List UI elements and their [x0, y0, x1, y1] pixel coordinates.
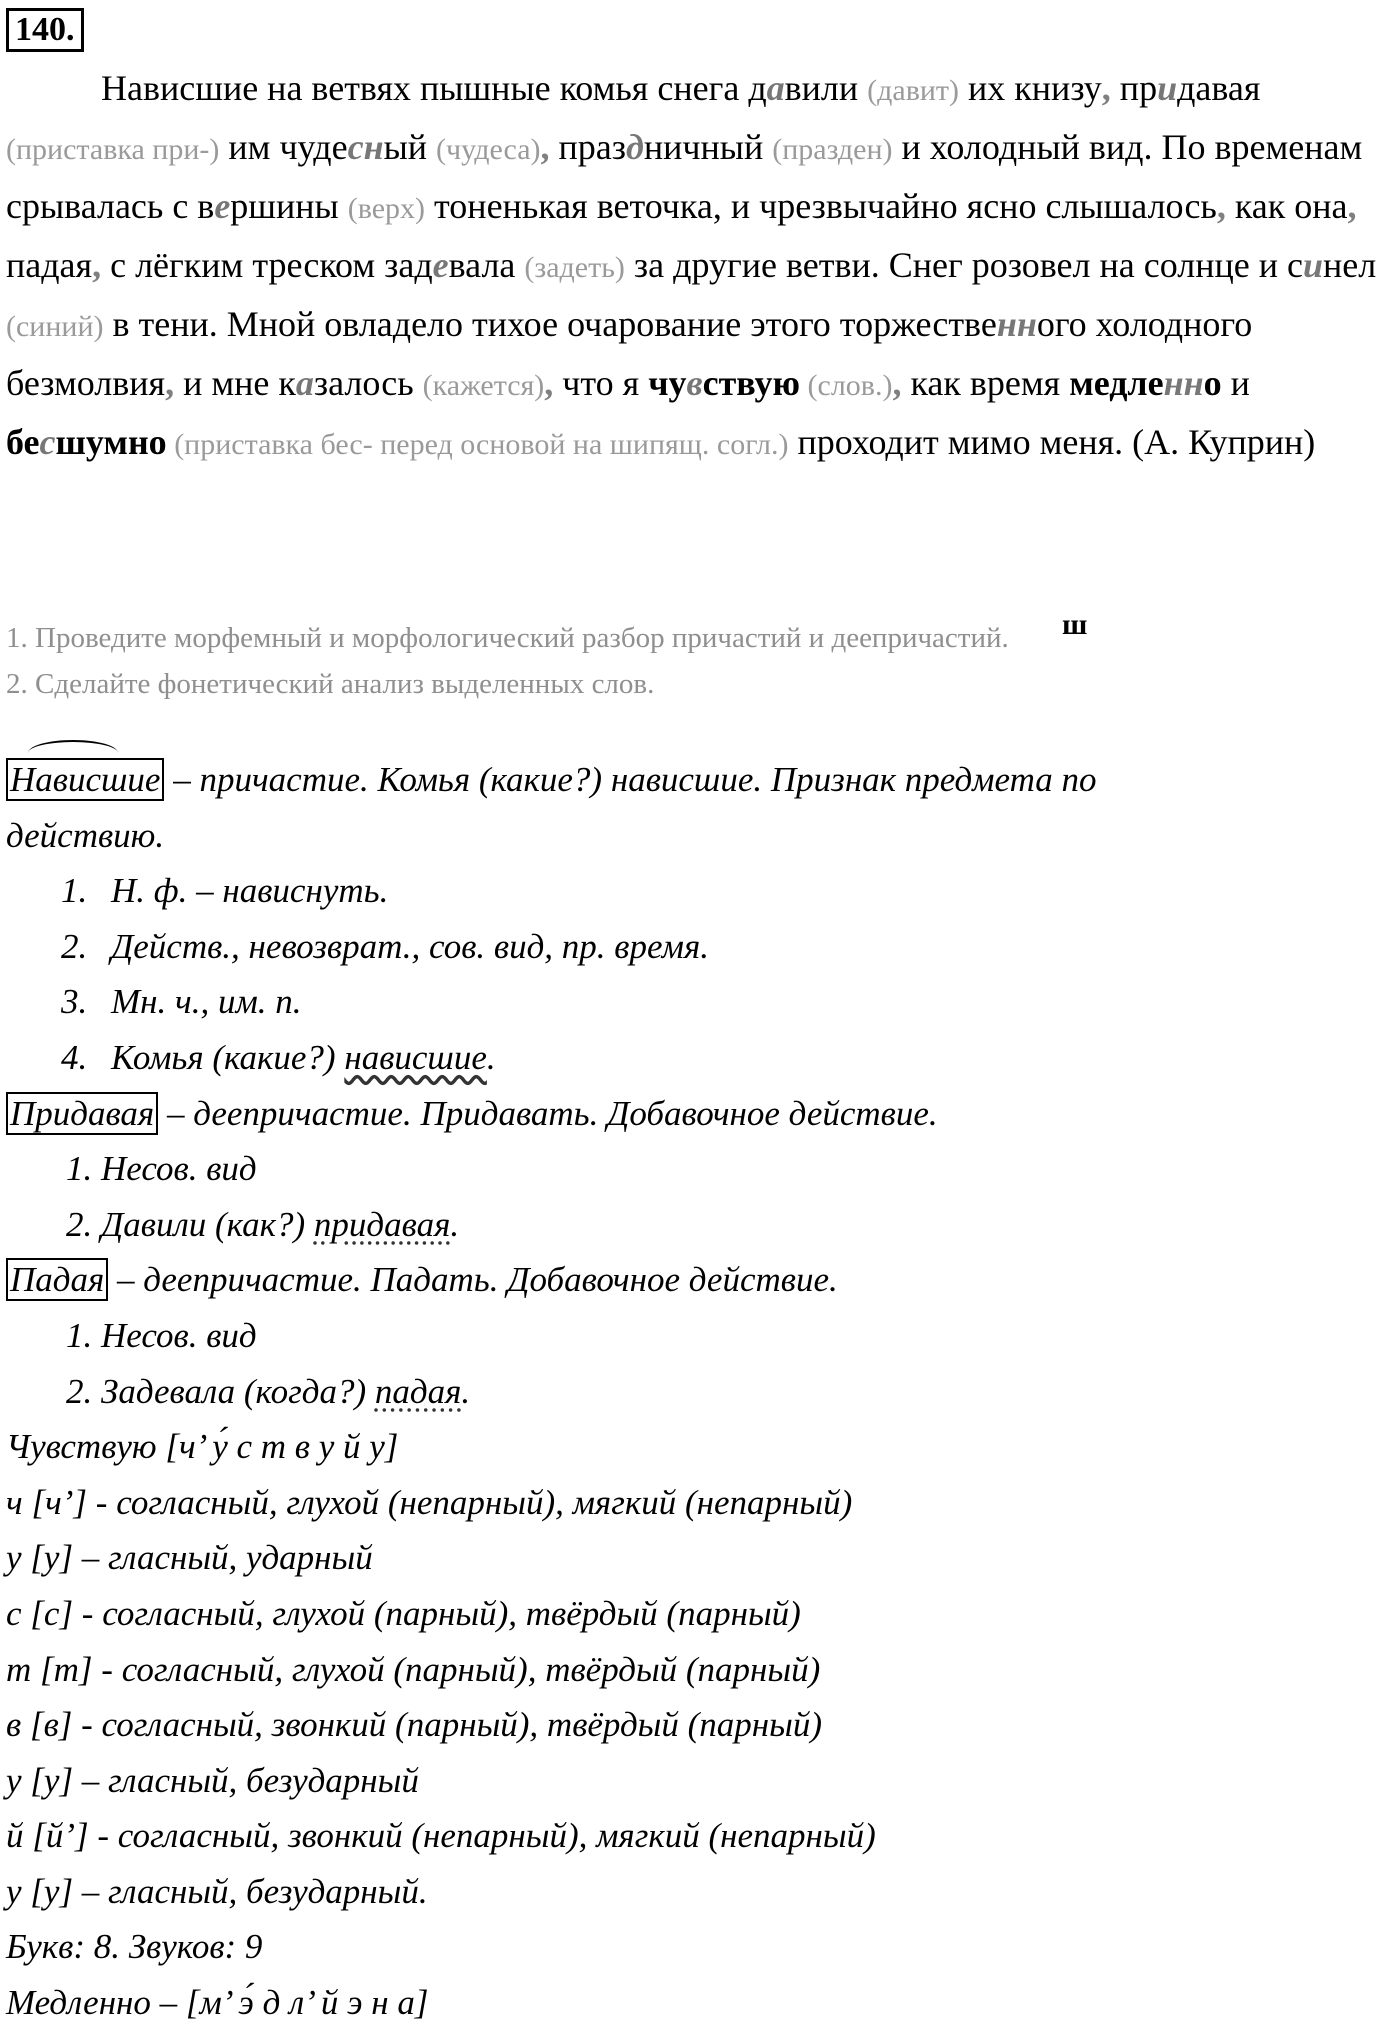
punctuation-mark: ,: [165, 363, 175, 403]
text-fragment: их книзу: [959, 68, 1102, 108]
analysis-item: [6, 1364, 1394, 1420]
punctuation-mark: ,: [1101, 68, 1111, 108]
spelling-highlight: в: [686, 363, 703, 403]
text-fragment: с лёгким треском зад: [101, 245, 433, 285]
punctuation-mark: ,: [1216, 186, 1226, 226]
text-fragment: ый: [383, 127, 437, 167]
check-word-hint: (чудеса): [436, 133, 541, 166]
bold-word-part: бе: [6, 422, 40, 462]
text-fragment: проходит мимо меня. (А. Куприн): [788, 422, 1316, 462]
text-fragment: ршины: [230, 186, 348, 226]
spelling-highlight: нн: [996, 304, 1037, 344]
analysis-line: [6, 1252, 1394, 1308]
check-word-hint: (задеть): [524, 251, 625, 284]
analysis-line: [6, 1086, 1394, 1142]
spelling-highlight: с: [39, 422, 56, 462]
exercise-number: 140.: [6, 8, 84, 52]
spelling-highlight: нн: [1163, 363, 1204, 403]
analysis-item: [6, 974, 1394, 1030]
check-word-hint: (синий): [6, 310, 104, 343]
punctuation-mark: ,: [544, 363, 554, 403]
item-text: Н. ф. – нависнуть.: [111, 871, 389, 911]
spelling-highlight: сн: [347, 127, 384, 167]
text-fragment: тоненькая веточка, и чрезвычайно ясно слышалось: [425, 186, 1217, 226]
boxed-word: [6, 758, 164, 801]
phonetic-line: с [с] - согласный, глухой (парный), твёрдый (парный): [6, 1593, 801, 1633]
handwritten-mark: ш: [1062, 608, 1089, 641]
underlined-word: падая: [374, 1371, 462, 1411]
item-text: Действ., невозврат., сов. вид, пр. время.: [111, 926, 709, 966]
analysis-line: [6, 752, 1394, 808]
item-number: 3.: [61, 982, 88, 1022]
spelling-highlight: е: [214, 186, 231, 226]
exercise-text: [6, 60, 1394, 473]
item-number: 4.: [61, 1037, 88, 1077]
analysis-word: Падая: [10, 1260, 105, 1300]
text-fragment: что я: [553, 363, 649, 403]
check-word-hint: (слов.): [800, 369, 893, 402]
bold-word-part: медле: [1069, 363, 1164, 403]
bold-word-part: о: [1203, 363, 1222, 403]
text-fragment: пр: [1110, 68, 1158, 108]
boxed-word: [6, 1258, 108, 1301]
item-number: 2.: [61, 926, 88, 966]
analysis-section: [6, 752, 1394, 2031]
item-text: 2. Задевала (когда?): [66, 1371, 375, 1411]
check-word-hint: (приставка при-): [6, 133, 220, 166]
item-text: .: [486, 1037, 496, 1077]
phonetic-line: у [у] – гласный, безударный: [6, 1760, 419, 1800]
text-fragment: вили: [784, 68, 868, 108]
analysis-item: 1. Несов. вид: [66, 1149, 257, 1189]
analysis-text: – причастие. Комья (какие?) нависшие. Признак предмета по: [164, 760, 1097, 799]
spelling-highlight: а: [766, 68, 785, 108]
bold-word-part: чу: [648, 363, 687, 403]
item-text: Мн. ч., им. п.: [111, 982, 302, 1022]
phonetic-line: т [т] - согласный, глухой (парный), твёрдый (парный): [6, 1649, 821, 1689]
text-fragment: праз: [549, 127, 626, 167]
check-word-hint: (празден): [772, 133, 893, 166]
task-item: 2. Сделайте фонетический анализ выделенных слов.: [6, 668, 655, 700]
text-fragment: падая: [6, 245, 93, 285]
phonetic-line: Медленно – [м’ э́ д л’ й э н а]: [6, 1983, 429, 2023]
phonetic-line: й [й’] - согласный, звонкий (непарный), мягкий (непарный): [6, 1816, 876, 1856]
item-number: 1.: [61, 871, 88, 911]
analysis-item: 1. Несов. вид: [66, 1315, 257, 1355]
phonetic-line: у [у] – гласный, безударный.: [6, 1871, 428, 1911]
phonetic-line: Букв: 8. Звуков: 9: [6, 1927, 263, 1967]
task-list: [6, 615, 1394, 707]
underlined-word: нависшие: [344, 1037, 487, 1077]
text-fragment: и холодный вид. По временам срывалась с в: [6, 127, 1363, 226]
phonetic-line: у [у] – гласный, ударный: [6, 1538, 373, 1578]
text-fragment: вала: [448, 245, 525, 285]
bold-word-part: ствую: [702, 363, 801, 403]
analysis-item: [6, 1030, 1394, 1086]
spelling-highlight: и: [1302, 245, 1323, 285]
phonetic-line: в [в] - согласный, звонкий (парный), твёрдый (парный): [6, 1705, 823, 1745]
text-fragment: давая: [1177, 68, 1261, 108]
root-arc-mark: [28, 740, 118, 766]
text-fragment: нел: [1323, 245, 1377, 285]
analysis-item: [6, 863, 1394, 919]
check-word-hint: (приставка бес- перед основой на шипящ. согл.): [166, 428, 789, 461]
boxed-word: [6, 1092, 158, 1135]
spelling-highlight: и: [1157, 68, 1178, 108]
text-fragment: как время: [901, 363, 1070, 403]
check-word-hint: (верх): [347, 192, 426, 225]
check-word-hint: (давит): [867, 74, 960, 107]
task-item: 1. Проведите морфемный и морфологический разбор причастий и деепричастий.: [6, 622, 1009, 654]
text-fragment: ничный: [643, 127, 773, 167]
analysis-text: – деепричастие. Падать. Добавочное действие.: [108, 1260, 838, 1300]
phonetic-line: ч [ч’] - согласный, глухой (непарный), мягкий (непарный): [6, 1482, 853, 1522]
analysis-word: Придавая: [10, 1093, 155, 1133]
punctuation-mark: ,: [540, 127, 550, 167]
phonetic-line: Чувствую [ч’ у́ с т в у й у]: [6, 1427, 399, 1467]
item-text: .: [450, 1204, 460, 1244]
text-fragment: им чуде: [219, 127, 348, 167]
analysis-word: Нависшие: [10, 760, 161, 799]
spelling-highlight: а: [295, 363, 314, 403]
exercise-paragraph: [6, 60, 1394, 473]
text-fragment: как она: [1225, 186, 1348, 226]
bold-word-part: шумно: [55, 422, 167, 462]
punctuation-mark: ,: [892, 363, 902, 403]
item-text: .: [461, 1371, 471, 1411]
analysis-item: [6, 1197, 1394, 1253]
analysis-line: действию.: [6, 815, 165, 855]
text-fragment: Нависшие на ветвях пышные комья снега д: [101, 68, 767, 108]
analysis-item: [6, 919, 1394, 975]
item-text: Комья (какие?): [111, 1037, 345, 1077]
text-fragment: ого холодного безмолвия: [6, 304, 1253, 403]
spelling-highlight: д: [626, 127, 644, 167]
text-fragment: залось: [313, 363, 423, 403]
text-fragment: за другие ветви. Снег розовел на солнце и с: [624, 245, 1303, 285]
analysis-text: – деепричастие. Придавать. Добавочное действие.: [158, 1093, 938, 1133]
spelling-highlight: е: [432, 245, 449, 285]
punctuation-mark: ,: [92, 245, 102, 285]
underlined-word: придавая: [313, 1204, 451, 1244]
text-fragment: и: [1221, 363, 1250, 403]
text-fragment: и мне к: [174, 363, 296, 403]
check-word-hint: (кажется): [422, 369, 545, 402]
punctuation-mark: ,: [1347, 186, 1357, 226]
text-fragment: в тени. Мной овладело тихое очарование этого торжестве: [103, 304, 997, 344]
item-text: 2. Давили (как?): [66, 1204, 314, 1244]
